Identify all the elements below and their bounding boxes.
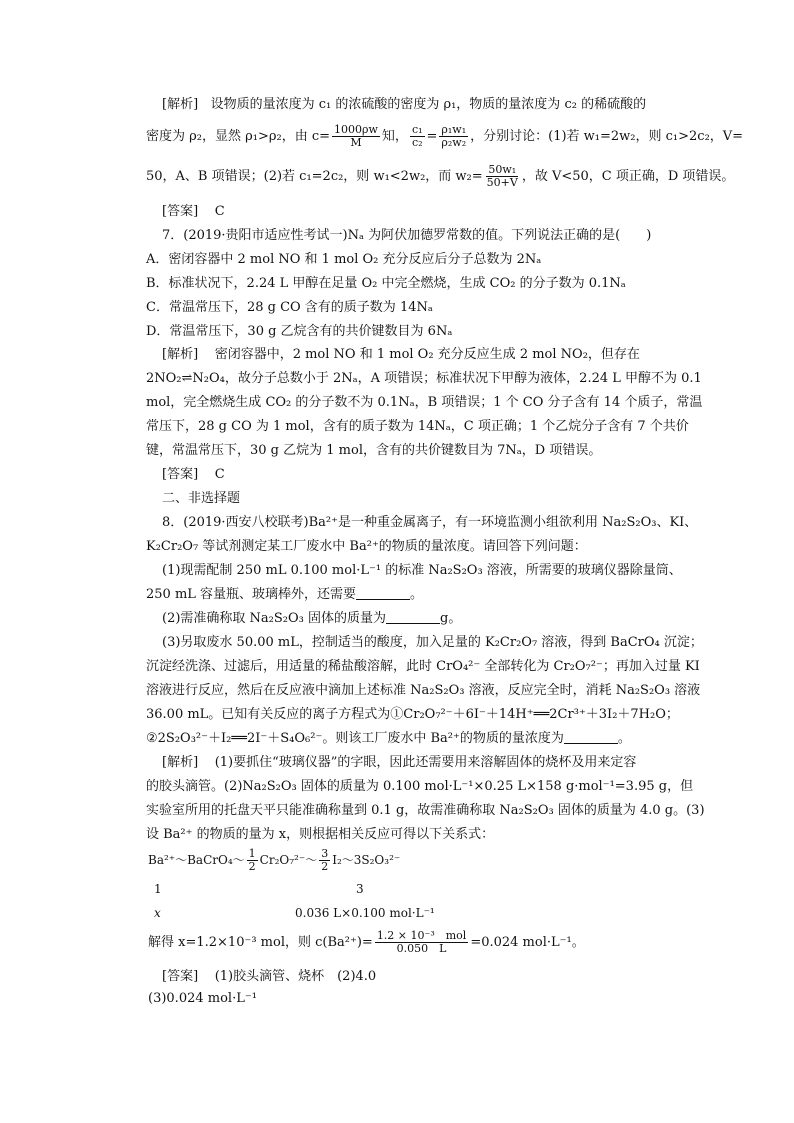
question-8-part-3-line-5: ②2S₂O₃²⁻＋I₂══2I⁻＋S₄O₆²⁻。则该工厂废水中 Ba²⁺的物质的量浓度为 。 — [146, 731, 631, 746]
fraction-concentration: $\frac{\text{1.2 × 10⁻³ mol}}{0.050 L}$ — [376, 929, 467, 955]
fraction-half: $\frac{1}{2}$ — [248, 847, 256, 873]
question-8-part-1: (1)现需配制 250 mL 0.100 mol·L⁻¹ 的标准 Na₂S₂O₃ 溶液，所需要的玻璃仪器除量筒、 — [162, 563, 682, 578]
fraction-three-halves: $\frac{3}{2}$ — [321, 847, 329, 873]
answer-label: [答案] — [162, 467, 199, 482]
answer-label: [答案] — [162, 969, 199, 984]
question-8-part-1-cont: 250 mL 容量瓶、玻璃棒外，还需要 。 — [146, 587, 424, 602]
fraction-c-ratio: $\frac{\text{c₁}}{\text{c₂}}$ — [411, 123, 423, 149]
relation-row-2-col-1: x — [154, 906, 161, 920]
relation-row-1-col-2: 3 — [356, 882, 364, 896]
question-8-part-2: (2)需准确称取 Na₂S₂O₃ 固体的质量为 g。 — [162, 611, 462, 626]
question-8-part-3-line-2: 沉淀经洗涤、过滤后，用适量的稀盐酸溶解，此时 CrO₄²⁻ 全部转化为 Cr₂O₇²⁻；再加入过量 KI — [146, 659, 700, 674]
analysis-label: [解析] — [162, 755, 199, 770]
question-8-line-2: K₂Cr₂O₇ 等试剂测定某工厂废水中 Ba²⁺的物质的量浓度。请回答下列问题： — [146, 539, 587, 554]
analysis-3-line-2: 的胶头滴管。(2)Na₂S₂O₃ 固体的质量为 0.100 mol·L⁻¹×0.25 L×158 g·mol⁻¹=3.95 g，但 — [146, 779, 694, 794]
answer-3-line-2: (3)0.024 mol·L⁻¹ — [148, 991, 257, 1006]
answer-blank[interactable] — [564, 731, 618, 744]
analysis-3-line-4: 设 Ba²⁺ 的物质的量为 x，则根据相关反应可得以下关系式： — [146, 827, 495, 842]
analysis-1-line-1: [解析] 设物质的量浓度为 c₁ 的浓硫酸的密度为 ρ₁，物质的量浓度为 c₂ 的稀硫酸的 — [162, 97, 647, 112]
section-heading: 二、非选择题 — [162, 491, 241, 506]
fraction-w2: $\frac{\text{50w₁}}{50+V}$ — [486, 163, 518, 189]
answer-value: C — [214, 204, 225, 219]
question-7-option-b: B．标准状况下，2.24 L 甲醇在足量 O₂ 中完全燃烧，生成 CO₂ 的分子数为 0.1Nₐ — [146, 276, 626, 291]
answer-1 — [162, 203, 225, 221]
relation-row-2-col-2: 0.036 L×0.100 mol·L⁻¹ — [295, 906, 435, 920]
answer-2 — [162, 466, 225, 484]
question-8-line-1: 8．(2019·西安八校联考)Ba²⁺是一种重金属离子，有一环境监测小组欲利用 Na₂S₂O₃、KI、 — [162, 515, 698, 530]
fraction-c: $\frac{1000\rho w}{M}$ — [334, 123, 378, 149]
fraction-rho-w: $\frac{\text{ρ₁w₁}}{\text{ρ₂w₂}}$ — [441, 123, 467, 149]
question-8-part-3-line-3: 溶液进行反应，然后在反应液中滴加上述标准 Na₂S₂O₃ 溶液，反应完全时，消耗 Na₂S₂O₃ 溶液 — [146, 683, 701, 698]
analysis-2-line-4: 常压下，28 g CO 为 1 mol，含有的质子数为 14Nₐ，C 项正确；1 个乙烷分子含有 7 个共价 — [146, 419, 689, 434]
answer-blank[interactable] — [386, 611, 440, 624]
answer-3-line-1: (1)胶头滴管、烧杯 (2)4.0 — [214, 969, 377, 984]
solve-line: 解得 x=1.2×10⁻³ mol，则 c(Ba²⁺)= $\frac{\text{1.2 × 10⁻³ mol}}{0.050 L}$ =0.024 mol·L⁻¹。 — [148, 929, 585, 955]
question-7-option-d: D．常温常压下，30 g 乙烷含有的共价键数目为 6Nₐ — [146, 324, 453, 339]
relation-chain: Ba²⁺～BaCrO₄～ $\frac{1}{2}$ Cr₂O₇²⁻～ $\frac{3}{2}$ I₂～3S₂O₃²⁻ — [148, 847, 401, 873]
answer-blank[interactable] — [356, 587, 410, 600]
question-7-stem: 7．(2019·贵阳市适应性考试一)Nₐ 为阿伏加德罗常数的值。下列说法正确的是( ) — [162, 228, 652, 243]
analysis-1-line-2: 密度为 ρ₂，显然 ρ₁>ρ₂，由 c= $\frac{1000\rho w}{M}$ 知， $\frac{\text{c₁}}{\text{c₂}}$ = $\frac{\text{ρ₁w₁}}{\text{ρ₂w₂}}$ ，分别讨论：(1)若 w₁=2w₂，则 c₁>2c₂，V= — [146, 123, 744, 149]
analysis-label: [解析] — [162, 97, 199, 112]
analysis-2-line-2: 2NO₂⇌N₂O₄，故分子总数小于 2Nₐ，A 项错误；标准状况下甲醇为液体，2.24 L 甲醇不为 0.1 — [146, 371, 702, 386]
question-7-option-c: C．常温常压下，28 g CO 含有的质子数为 14Nₐ — [146, 300, 433, 315]
analysis-2-line-5: 键，常温常压下，30 g 乙烷为 1 mol，含有的共价键数目为 7Nₐ，D 项错误。 — [146, 443, 602, 458]
answer-value: C — [214, 467, 225, 482]
answer-3 — [162, 968, 376, 986]
analysis-3-line-1: [解析] (1)要抓住“玻璃仪器”的字眼，因此还需要用来溶解固体的烧杯及用来定容 — [162, 755, 637, 770]
analysis-3-line-3: 实验室所用的托盘天平只能准确称量到 0.1 g，故需准确称取 Na₂S₂O₃ 固体的质量为 4.0 g。(3) — [146, 803, 705, 818]
analysis-label: [解析] — [162, 347, 199, 362]
question-8-part-3: (3)另取废水 50.00 mL，控制适当的酸度，加入足量的 K₂Cr₂O₇ 溶液，得到 BaCrO₄ 沉淀； — [162, 635, 703, 650]
relation-row-1-col-1: 1 — [154, 882, 162, 896]
answer-label: [答案] — [162, 204, 199, 219]
analysis-2-line-3: mol，完全燃烧生成 CO₂ 的分子数不为 0.1Nₐ，B 项错误；1 个 CO 分子含有 14 个质子，常温 — [146, 395, 703, 410]
analysis-1-line-3: 50，A、B 项错误；(2)若 c₁=2c₂，则 w₁<2w₂，而 w₂= $\frac{\text{50w₁}}{50+V}$ ，故 V<50，C 项正确，D 项错误。 — [146, 163, 735, 189]
analysis-2-line-1: [解析] 密闭容器中，2 mol NO 和 1 mol O₂ 充分反应生成 2 mol NO₂，但存在 — [162, 347, 640, 362]
question-8-part-3-line-4: 36.00 mL。已知有关反应的离子方程式为①Cr₂O₇²⁻＋6I⁻＋14H⁺══2Cr³⁺＋3I₂＋7H₂O； — [146, 707, 679, 722]
question-7-option-a: A．密闭容器中 2 mol NO 和 1 mol O₂ 充分反应后分子总数为 2Nₐ — [146, 252, 542, 267]
